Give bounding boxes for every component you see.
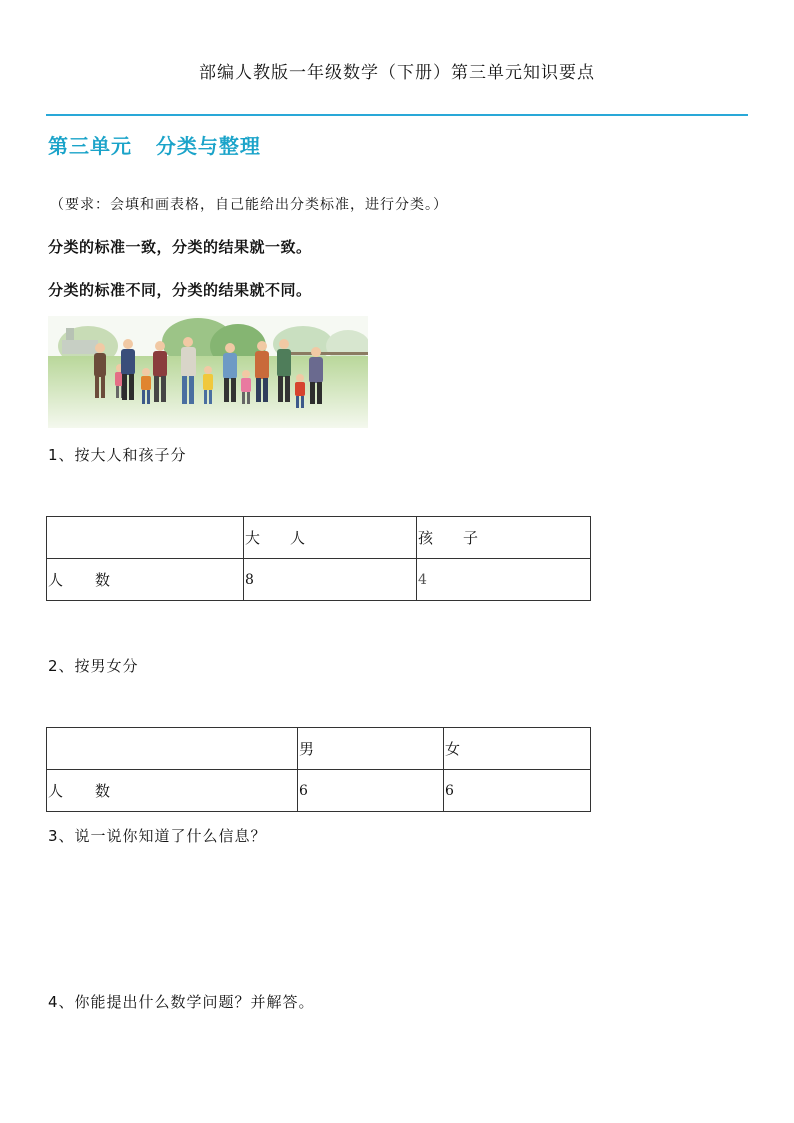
header-female: 女 xyxy=(444,728,591,770)
header-adults: 大人 xyxy=(244,517,417,559)
adults-count: 8 xyxy=(244,559,417,601)
female-count: 6 xyxy=(444,770,591,812)
table-row xyxy=(47,559,591,601)
header-male: 男 xyxy=(298,728,444,770)
row-label-count: 人数 xyxy=(47,559,244,601)
document-title: 部编人教版一年级数学（下册）第三单元知识要点 xyxy=(199,63,595,83)
question-2: 2、按男女分 xyxy=(48,657,139,675)
unit-heading: 第三单元 分类与整理 xyxy=(48,134,261,158)
table-corner-cell xyxy=(47,728,298,770)
row-label-count: 人数 xyxy=(47,770,298,812)
adult-child-table xyxy=(46,516,591,601)
question-3: 3、说一说你知道了什么信息？ xyxy=(48,827,267,845)
header-divider xyxy=(46,114,748,116)
gender-table xyxy=(46,727,591,812)
question-4: 4、你能提出什么数学问题？并解答。 xyxy=(48,993,315,1011)
question-1: 1、按大人和孩子分 xyxy=(48,446,187,464)
rule-different-standard: 分类的标准不同，分类的结果就不同。 xyxy=(48,281,312,299)
table-corner-cell xyxy=(47,517,244,559)
family-park-illustration xyxy=(48,316,368,428)
rule-same-standard: 分类的标准一致，分类的结果就一致。 xyxy=(48,238,312,256)
table-header-row xyxy=(47,728,591,770)
children-count: 4 xyxy=(417,559,591,601)
table-header-row xyxy=(47,517,591,559)
header-children: 孩子 xyxy=(417,517,591,559)
requirement-text: （要求：会填和画表格，自己能给出分类标准，进行分类。） xyxy=(50,197,448,213)
table-row xyxy=(47,770,591,812)
male-count: 6 xyxy=(298,770,444,812)
